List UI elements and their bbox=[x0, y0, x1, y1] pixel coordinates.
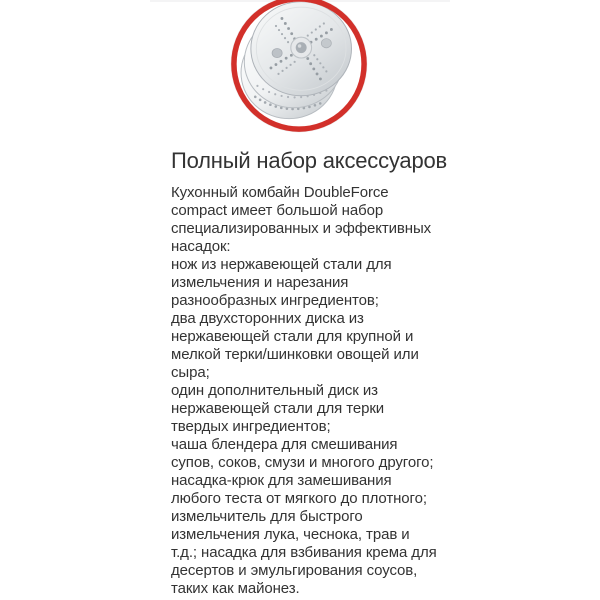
description-line: нержавеющей стали для крупной и bbox=[171, 328, 414, 345]
description-line: нож из нержавеющей стали для bbox=[171, 256, 392, 273]
description-line: один дополнительный диск из bbox=[171, 382, 378, 399]
description-line: чаша блендера для смешивания bbox=[171, 436, 398, 453]
description-line: compact имеет большой набор bbox=[171, 202, 384, 219]
description-line: супов, соков, смузи и многого другого; bbox=[171, 454, 434, 471]
slicing-discs-icon bbox=[229, 0, 369, 134]
description-line: нержавеющей стали для терки bbox=[171, 400, 385, 417]
section-heading: Полный набор аксессуаров bbox=[171, 148, 448, 173]
description-line: измельчитель для быстрого bbox=[171, 508, 363, 525]
description-line: разнообразных ингредиентов; bbox=[171, 292, 379, 309]
description-line: твердых ингредиентов; bbox=[171, 418, 331, 435]
description-line: любого теста от мягкого до плотного; bbox=[171, 490, 427, 507]
description-line: два двухсторонних диска из bbox=[171, 310, 364, 327]
description-line: насадка-крюк для замешивания bbox=[171, 472, 392, 489]
description-line: насадок: bbox=[171, 238, 231, 255]
description-line: измельчения и нарезания bbox=[171, 274, 349, 291]
description-line: мелкой терки/шинковки овощей или bbox=[171, 346, 419, 363]
product-image-circle bbox=[229, 0, 369, 134]
description-line: сыра; bbox=[171, 364, 210, 381]
description-line: измельчения лука, чеснока, трав и bbox=[171, 526, 410, 543]
description-line: т.д.; насадка для взбивания крема для bbox=[171, 544, 437, 561]
description-line: специализированных и эффективных bbox=[171, 220, 432, 237]
description-line: таких как майонез. bbox=[171, 580, 300, 597]
description-line: Кухонный комбайн DoubleForce bbox=[171, 184, 389, 201]
description-line: десертов и эмульгирования соусов, bbox=[171, 562, 418, 579]
product-description-text bbox=[171, 184, 443, 598]
